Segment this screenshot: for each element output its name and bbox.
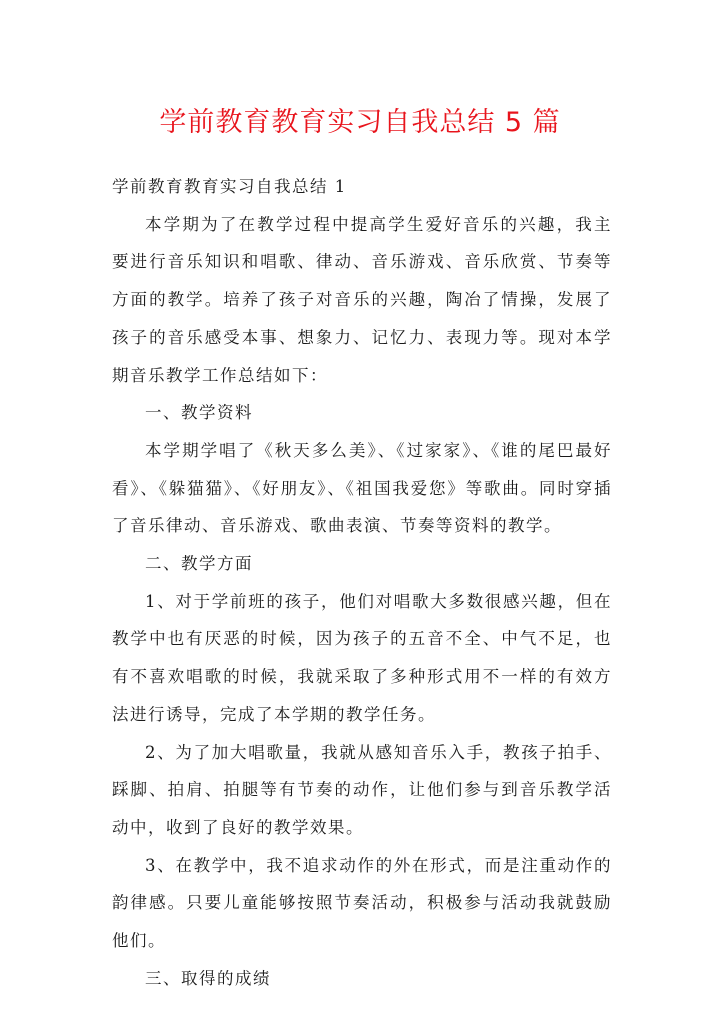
- paragraph-songs: 本学期学唱了《秋天多么美》、《过家家》、《谁的尾巴最好看》、《躲猫猫》、《好朋友》、《祖国我爱您》等歌曲。同时穿插了音乐律动、音乐游戏、歌曲表演、节奏等资料的教学。: [112, 440, 612, 536]
- document-body: [112, 168, 612, 997]
- heading-teaching-aspects: 二、教学方面: [145, 554, 253, 574]
- paragraph-intro: 本学期为了在教学过程中提高学生爱好音乐的兴趣，我主要进行音乐知识和唱歌、律动、音乐游戏、音乐欣赏、节奏等方面的教学。培养了孩子对音乐的兴趣，陶冶了情操，发展了孩子的音乐感受本事、想象力、记忆力、表现力等。现对本学期音乐教学工作总结如下：: [112, 214, 612, 385]
- paragraph-point-1: 1、对于学前班的孩子，他们对唱歌大多数很感兴趣，但在教学中也有厌恶的时候，因为孩子的五音不全、中气不足，也有不喜欢唱歌的时候，我就采取了多种形式用不一样的有效方法进行诱导，完成了本学期的教学任务。: [112, 591, 612, 724]
- section-subtitle: 学前教育教育实习自我总结 1: [112, 177, 347, 196]
- paragraph-point-3: 3、在教学中，我不追求动作的外在形式，而是注重动作的韵律感。只要儿童能够按照节奏活动，积极参与活动我就鼓励他们。: [112, 855, 612, 951]
- document-title: 学前教育教育实习自我总结 5 篇: [159, 107, 561, 138]
- paragraph-point-2: 2、为了加大唱歌量，我就从感知音乐入手，教孩子拍手、踩脚、拍肩、拍腿等有节奏的动作，让他们参与到音乐教学活动中，收到了良好的教学效果。: [112, 742, 612, 837]
- heading-teaching-materials: 一、教学资料: [145, 403, 253, 423]
- heading-achievements: 三、取得的成绩: [145, 968, 271, 988]
